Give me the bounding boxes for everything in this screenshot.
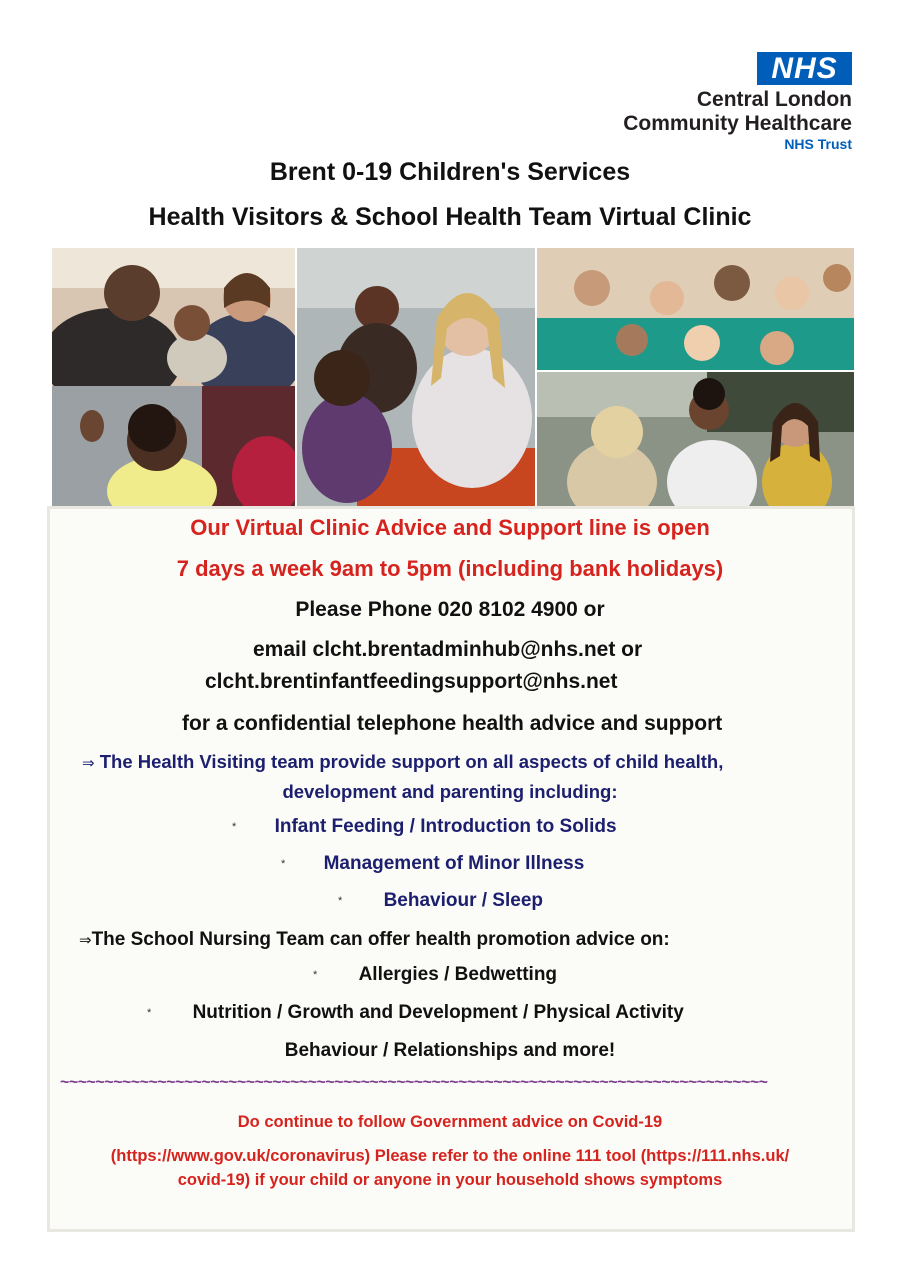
photo-child-with-nurse <box>297 248 535 506</box>
health-visiting-intro-text: The Health Visiting team provide support on all aspects of child health, <box>99 751 724 772</box>
confidential-advice-line: for a confidential telephone health advice and support <box>182 712 723 735</box>
bullet-icon: * <box>232 821 237 833</box>
list-item-text: Nutrition / Growth and Development / Physical Activity <box>192 1002 684 1023</box>
health-visiting-intro-2: development and parenting including: <box>282 781 618 802</box>
bullet-icon: * <box>338 895 343 907</box>
photo-toddler-waving <box>52 386 295 506</box>
email-line-2: clcht.brentinfantfeedingsupport@nhs.net <box>205 670 618 693</box>
bullet-icon: * <box>281 858 286 870</box>
school-nursing-intro <box>79 929 670 951</box>
org-name-line-2: Community Healthcare <box>623 112 852 135</box>
nhs-logo: NHS <box>757 52 852 85</box>
health-visiting-intro <box>82 751 862 773</box>
opening-hours: 7 days a week 9am to 5pm (including bank holidays) <box>176 556 724 581</box>
list-item-text: Allergies / Bedwetting <box>358 964 558 985</box>
covid-advice-line-1: Do continue to follow Government advice on Covid-19 <box>237 1113 663 1131</box>
org-name-line-1: Central London <box>696 88 852 111</box>
photo-school-children <box>537 248 854 370</box>
arrow-icon: ⇒ <box>79 932 92 949</box>
school-nursing-intro-text: The School Nursing Team can offer health promotion advice on: <box>91 929 670 950</box>
list-item <box>338 890 543 912</box>
arrow-icon: ⇒ <box>82 755 95 772</box>
list-item <box>147 1002 684 1024</box>
org-name-line-3: NHS Trust <box>784 136 852 152</box>
bullet-icon: * <box>147 1007 152 1019</box>
list-item-text: Management of Minor Illness <box>323 853 585 874</box>
list-item-text: Behaviour / Sleep <box>383 890 544 911</box>
email-line-1: email clcht.brentadminhub@nhs.net or <box>253 638 643 661</box>
list-item <box>232 816 617 838</box>
photo-parent-baby-nurse <box>52 248 295 386</box>
covid-advice-line-3: covid-19) if your child or anyone in your household shows symptoms <box>177 1171 723 1189</box>
covid-advice-line-2: (https://www.gov.uk/coronavirus) Please refer to the online 111 tool (https://111.nhs.uk/ <box>110 1147 790 1165</box>
advice-line-open: Our Virtual Clinic Advice and Support line is open <box>190 515 710 540</box>
page-subtitle: Health Visitors & School Health Team Virtual Clinic <box>148 203 752 231</box>
wavy-divider: ~~~~~~~~~~~~~~~~~~~~~~~~~~~~~~~~~~~~~~~~~~~~~~~~~~~~~~~~~~~~~~~~~~~~~~~~~~~~~~~~ <box>60 1074 768 1091</box>
list-item <box>313 964 557 986</box>
bullet-icon: * <box>313 969 318 981</box>
list-item <box>281 853 584 875</box>
school-nursing-closing: Behaviour / Relationships and more! <box>284 1040 616 1061</box>
phone-number: Please Phone 020 8102 4900 or <box>295 598 605 621</box>
page-title: Brent 0-19 Children's Services <box>269 158 631 186</box>
photo-teenagers <box>537 372 854 506</box>
list-item-text: Infant Feeding / Introduction to Solids <box>274 816 617 837</box>
